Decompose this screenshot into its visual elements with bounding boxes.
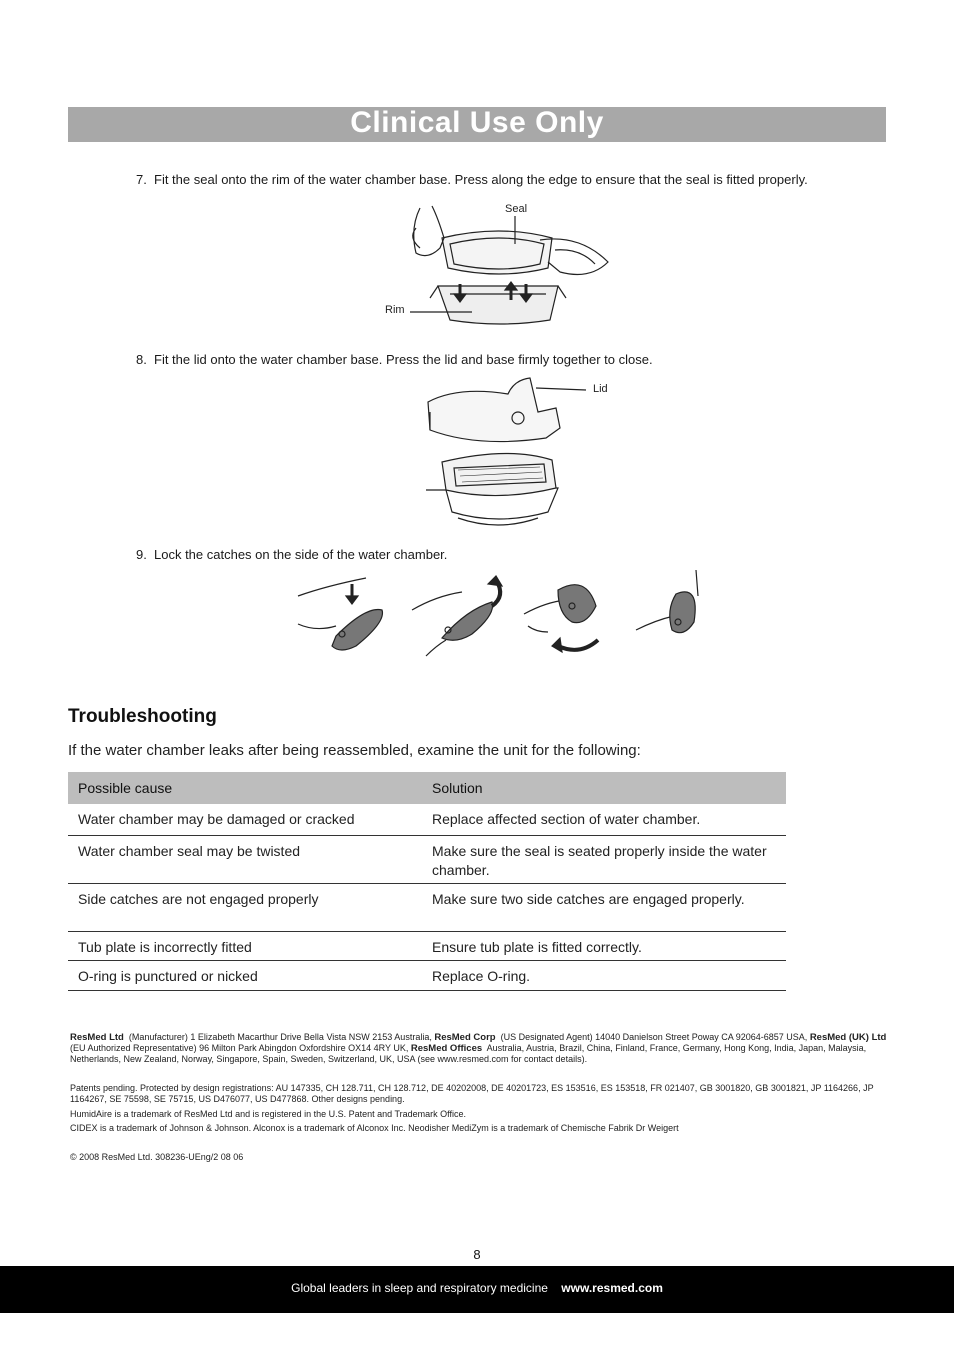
step-8 xyxy=(136,352,653,368)
troubleshooting-intro: If the water chamber leaks after being reassembled, examine the unit for the following: xyxy=(68,742,641,759)
seal-illustration xyxy=(380,198,620,328)
step-number: 7. xyxy=(136,172,147,187)
table-row xyxy=(68,932,786,961)
humidaire-trademark: HumidAire is a trademark of ResMed Ltd and is registered in the U.S. Patent and Trademark Office. xyxy=(70,1109,467,1119)
cause-cell: Water chamber seal may be twisted xyxy=(78,843,301,859)
manufacturer-addresses xyxy=(70,1032,890,1065)
patents-text: Patents pending. Protected by design registrations: AU 147335, CH 128.711, CH 128.712, DE 40202008, DE 40201723, ES 153516, ES 153518, FR 021407, GB 3001820, GB 3001821, JP 1164266, JP 1164267, SE 75598, SE 75715, US D476077, US D477868. Other designs pending. xyxy=(70,1083,874,1104)
step-number: 8. xyxy=(136,352,147,367)
step-7 xyxy=(136,172,808,188)
catch-locking-figure xyxy=(296,566,706,664)
lid-illustration xyxy=(418,372,618,542)
step-text: Fit the lid onto the water chamber base. Press the lid and base firmly together to close. xyxy=(154,352,653,367)
table-header xyxy=(68,772,786,804)
copyright-text: © 2008 ResMed Ltd. 308236-UEng/2 08 06 xyxy=(70,1152,244,1162)
company-address: Australia, Austria, Brazil, China, Finland, France, Germany, Hong Kong, India, Japan, Malaysia, Netherlands, New Zealand, Norway, Singapore, Spain, Sweden, Switzerland, UK, USA (see www.resmed.com for contact details). xyxy=(70,1043,867,1064)
company-address: (Manufacturer) 1 Elizabeth Macarthur Drive Bella Vista NSW 2153 Australia, xyxy=(128,1032,432,1042)
step-text: Fit the seal onto the rim of the water chamber base. Press along the edge to ensure that the seal is fitted properly. xyxy=(154,172,808,187)
company-name: ResMed Corp xyxy=(434,1032,496,1043)
footer-text xyxy=(0,1281,954,1295)
header-possible-cause: Possible cause xyxy=(78,780,173,796)
table-row xyxy=(68,804,786,836)
troubleshooting-heading: Troubleshooting xyxy=(68,706,217,727)
table-row xyxy=(68,836,786,884)
solution-cell: Replace affected section of water chamber. xyxy=(432,811,701,827)
cause-cell: O-ring is punctured or nicked xyxy=(78,968,258,984)
header-solution: Solution xyxy=(432,780,483,796)
seal-label: Seal xyxy=(505,203,528,215)
solution-cell: Ensure tub plate is fitted correctly. xyxy=(432,939,642,955)
footer-bar xyxy=(0,1266,954,1313)
company-name: ResMed Offices xyxy=(410,1043,483,1054)
step-text: Lock the catches on the side of the water chamber. xyxy=(154,547,448,562)
company-address: (US Designated Agent) 14040 Danielson Street Poway CA 92064-6857 USA, xyxy=(500,1032,808,1042)
solution-cell: Replace O-ring. xyxy=(432,968,531,984)
cidex-trademark: CIDEX is a trademark of Johnson & Johnson. Alconox is a trademark of Alconox Inc. Neodisher MediZym is a trademark of Chemische Fabrik Dr Weigert xyxy=(70,1123,679,1133)
table-row xyxy=(68,961,786,991)
catch-illustration xyxy=(296,566,706,664)
rim-label: Rim xyxy=(385,304,405,316)
step-number: 9. xyxy=(136,547,147,562)
solution-cell: Make sure two side catches are engaged properly. xyxy=(432,891,745,907)
lid-fitting-figure xyxy=(418,372,618,542)
footer-url[interactable]: www.resmed.com xyxy=(561,1281,663,1295)
troubleshooting-table xyxy=(68,772,786,991)
cause-cell: Tub plate is incorrectly fitted xyxy=(78,939,252,955)
footer-tagline: Global leaders in sleep and respiratory medicine xyxy=(291,1281,548,1295)
page-number: 8 xyxy=(473,1247,481,1262)
page-title: Clinical Use Only xyxy=(350,106,604,139)
lid-label: Lid xyxy=(593,383,608,395)
step-9 xyxy=(136,547,447,563)
company-name: ResMed Ltd xyxy=(70,1032,124,1043)
cause-cell: Side catches are not engaged properly xyxy=(78,891,319,907)
cause-cell: Water chamber may be damaged or cracked xyxy=(78,811,355,827)
solution-cell: Make sure the seal is seated properly inside the water chamber. xyxy=(432,843,767,878)
seal-fitting-figure xyxy=(380,198,620,328)
table-row xyxy=(68,884,786,932)
company-name: ResMed (UK) Ltd xyxy=(809,1032,887,1043)
title-banner xyxy=(68,107,886,142)
company-address: (EU Authorized Representative) 96 Milton Park Abingdon Oxfordshire OX14 4RY UK, xyxy=(70,1043,409,1053)
